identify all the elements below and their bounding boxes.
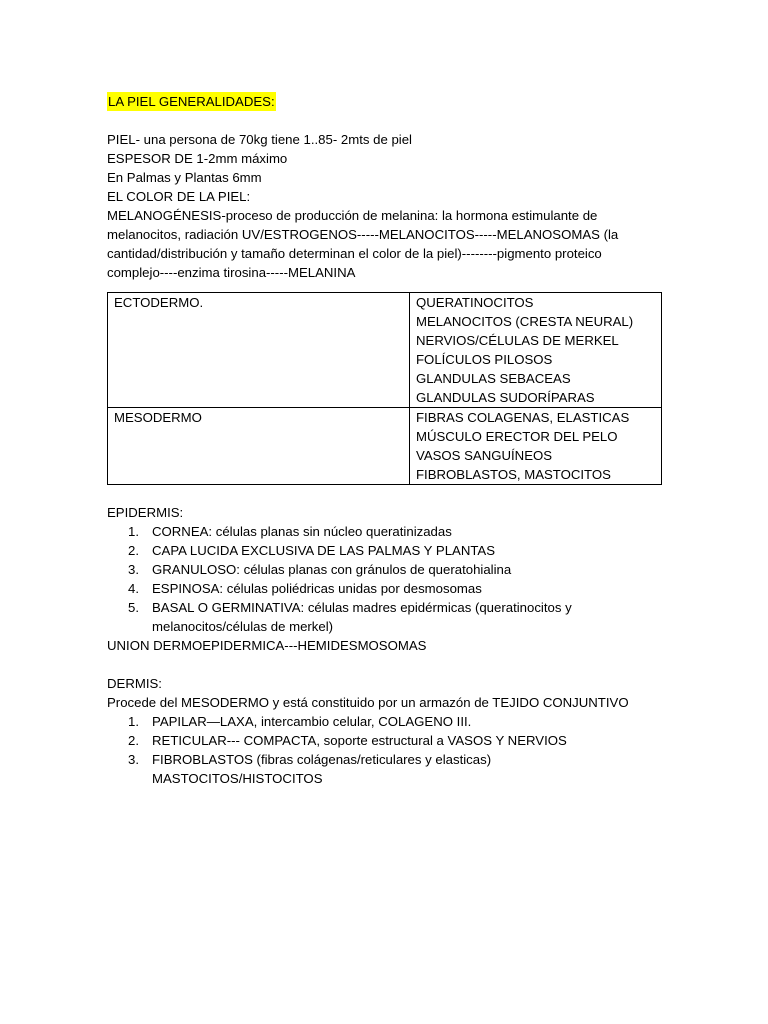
origin-cell xyxy=(108,408,410,485)
list-item xyxy=(128,579,667,598)
intro-line: EL COLOR DE LA PIEL: xyxy=(107,189,251,204)
intro-line: ESPESOR DE 1-2mm máximo xyxy=(107,151,288,166)
origin-label: ECTODERMO. xyxy=(114,295,204,310)
dermis-list xyxy=(107,712,667,788)
spacer xyxy=(107,655,667,674)
document-page xyxy=(107,92,667,788)
derivative-item: MÚSCULO ERECTOR DEL PELO xyxy=(416,429,618,444)
union-line: UNION DERMOEPIDERMICA---HEMIDESMOSOMAS xyxy=(107,638,427,653)
highlighted-title: LA PIEL GENERALIDADES: xyxy=(108,94,275,109)
derivative-item: NERVIOS/CÉLULAS DE MERKEL xyxy=(416,333,619,348)
list-text: CORNEA: células planas sin núcleo queratinizadas xyxy=(152,524,452,539)
list-text: FIBROBLASTOS (fibras colágenas/reticulares y elasticas) xyxy=(152,752,492,767)
paragraph-line: complejo----enzima tirosina-----MELANINA xyxy=(107,265,356,280)
table-row xyxy=(108,408,662,485)
derivatives-cell xyxy=(410,408,662,485)
list-item xyxy=(128,560,667,579)
list-text: ESPINOSA: células poliédricas unidas por desmosomas xyxy=(152,581,482,596)
list-text: CAPA LUCIDA EXCLUSIVA DE LAS PALMAS Y PLANTAS xyxy=(152,543,496,558)
list-text-continued: melanocitos/células de merkel) xyxy=(152,619,334,634)
list-text: PAPILAR—LAXA, intercambio celular, COLAGENO III. xyxy=(152,714,472,729)
section-heading: DERMIS: xyxy=(107,676,162,691)
section-heading: EPIDERMIS: xyxy=(107,505,184,520)
list-item xyxy=(128,598,667,636)
epidermis-list xyxy=(107,522,667,636)
list-number: 2. xyxy=(128,733,139,748)
list-number: 5. xyxy=(128,600,139,615)
origin-label: MESODERMO xyxy=(114,410,202,425)
derivative-item: FIBRAS COLAGENAS, ELASTICAS xyxy=(416,410,630,425)
paragraph-line: cantidad/distribución y tamaño determinan el color de la piel)--------pigmento proteico xyxy=(107,246,602,261)
derivative-item: FOLÍCULOS PILOSOS xyxy=(416,352,553,367)
dermis-section xyxy=(107,674,667,788)
list-item xyxy=(128,731,667,750)
epidermis-section xyxy=(107,503,667,655)
melanogenesis-paragraph xyxy=(107,206,667,282)
list-number: 3. xyxy=(128,562,139,577)
derivative-item: QUERATINOCITOS xyxy=(416,295,534,310)
intro-line: PIEL- una persona de 70kg tiene 1..85- 2mts de piel xyxy=(107,132,412,147)
derivative-item: GLANDULAS SUDORÍPARAS xyxy=(416,390,595,405)
paragraph-line: MELANOGÉNESIS-proceso de producción de melanina: la hormona estimulante de xyxy=(107,208,598,223)
list-number: 1. xyxy=(128,714,139,729)
spacer xyxy=(107,111,667,130)
list-text: GRANULOSO: células planas con gránulos de queratohialina xyxy=(152,562,512,577)
list-text: BASAL O GERMINATIVA: células madres epidérmicas (queratinocitos y xyxy=(152,600,572,615)
list-item xyxy=(128,750,667,788)
list-number: 2. xyxy=(128,543,139,558)
list-item xyxy=(128,522,667,541)
title-line xyxy=(107,92,667,111)
list-item xyxy=(128,712,667,731)
paragraph-line: melanocitos, radiación UV/ESTROGENOS-----MELANOCITOS-----MELANOSOMAS (la xyxy=(107,227,619,242)
origin-cell xyxy=(108,293,410,408)
germ-layer-table xyxy=(107,292,662,485)
list-number: 3. xyxy=(128,752,139,767)
derivative-item: VASOS SANGUÍNEOS xyxy=(416,448,553,463)
derivative-item: GLANDULAS SEBACEAS xyxy=(416,371,571,386)
list-item xyxy=(128,541,667,560)
intro-block xyxy=(107,130,667,206)
derivatives-cell xyxy=(410,293,662,408)
list-number: 1. xyxy=(128,524,139,539)
intro-line: En Palmas y Plantas 6mm xyxy=(107,170,262,185)
dermis-intro: Procede del MESODERMO y está constituido por un armazón de TEJIDO CONJUNTIVO xyxy=(107,695,629,710)
list-text: RETICULAR--- COMPACTA, soporte estructural a VASOS Y NERVIOS xyxy=(152,733,567,748)
derivative-item: FIBROBLASTOS, MASTOCITOS xyxy=(416,467,611,482)
list-text-continued: MASTOCITOS/HISTOCITOS xyxy=(152,771,323,786)
derivative-item: MELANOCITOS (CRESTA NEURAL) xyxy=(416,314,634,329)
table-row xyxy=(108,293,662,408)
list-number: 4. xyxy=(128,581,139,596)
